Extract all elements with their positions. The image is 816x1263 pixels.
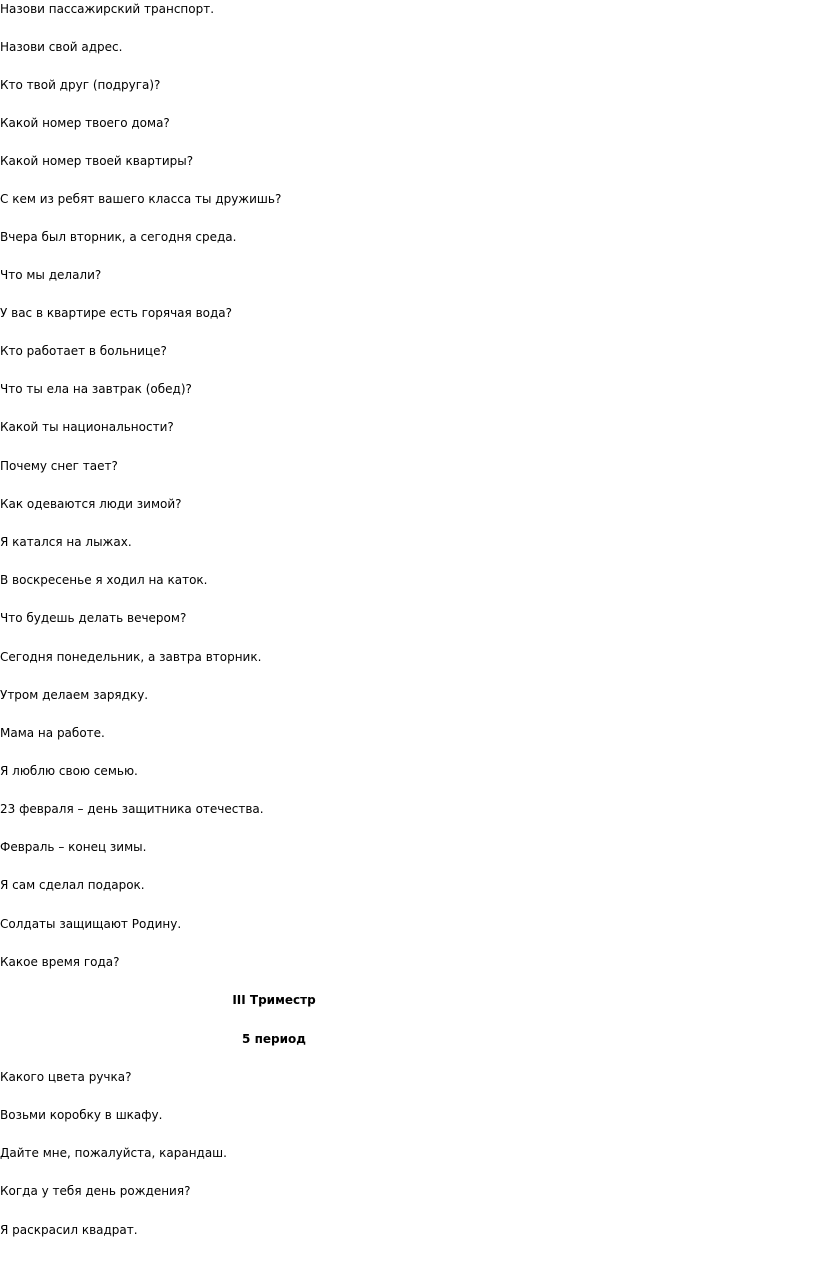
text-line: Какого цвета ручка? bbox=[0, 1070, 132, 1084]
text-line: Кто твой друг (подруга)? bbox=[0, 78, 161, 92]
text-line: Кто работает в больнице? bbox=[0, 344, 167, 358]
text-line: Какой номер твоей квартиры? bbox=[0, 154, 194, 168]
text-line: Мама на работе. bbox=[0, 726, 105, 740]
text-line: Какой ты национальности? bbox=[0, 420, 174, 434]
text-line: Я катался на лыжах. bbox=[0, 535, 132, 549]
text-line: Что будешь делать вечером? bbox=[0, 611, 187, 625]
text-line: Я люблю свою семью. bbox=[0, 764, 138, 778]
text-line: Какой номер твоего дома? bbox=[0, 116, 170, 130]
text-line: Что ты ела на завтрак (обед)? bbox=[0, 382, 192, 396]
text-line: Утром делаем зарядку. bbox=[0, 688, 149, 702]
section-heading-period: 5 период bbox=[242, 1032, 306, 1046]
text-line: Сегодня понедельник, а завтра вторник. bbox=[0, 650, 262, 664]
text-line: Февраль – конец зимы. bbox=[0, 840, 147, 854]
text-line: Что мы делали? bbox=[0, 268, 102, 282]
text-line: Вчера был вторник, а сегодня среда. bbox=[0, 230, 237, 244]
text-line: У вас в квартире есть горячая вода? bbox=[0, 306, 232, 320]
text-line: Я сам сделал подарок. bbox=[0, 878, 145, 892]
text-line: Назови свой адрес. bbox=[0, 40, 123, 54]
text-line: Как одеваются люди зимой? bbox=[0, 497, 182, 511]
text-line: Когда у тебя день рождения? bbox=[0, 1184, 191, 1198]
text-line: В воскресенье я ходил на каток. bbox=[0, 573, 208, 587]
section-heading-trimester: III Триместр bbox=[232, 993, 316, 1007]
text-line: Какое время года? bbox=[0, 955, 120, 969]
text-line: Назови пассажирский транспорт. bbox=[0, 2, 215, 16]
text-line: Я раскрасил квадрат. bbox=[0, 1223, 138, 1237]
text-line: Почему снег тает? bbox=[0, 459, 118, 473]
text-line: Возьми коробку в шкафу. bbox=[0, 1108, 163, 1122]
text-line: Дайте мне, пожалуйста, карандаш. bbox=[0, 1146, 227, 1160]
text-line: С кем из ребят вашего класса ты дружишь? bbox=[0, 192, 282, 206]
text-line: Солдаты защищают Родину. bbox=[0, 917, 182, 931]
text-line: 23 февраля – день защитника отечества. bbox=[0, 802, 264, 816]
